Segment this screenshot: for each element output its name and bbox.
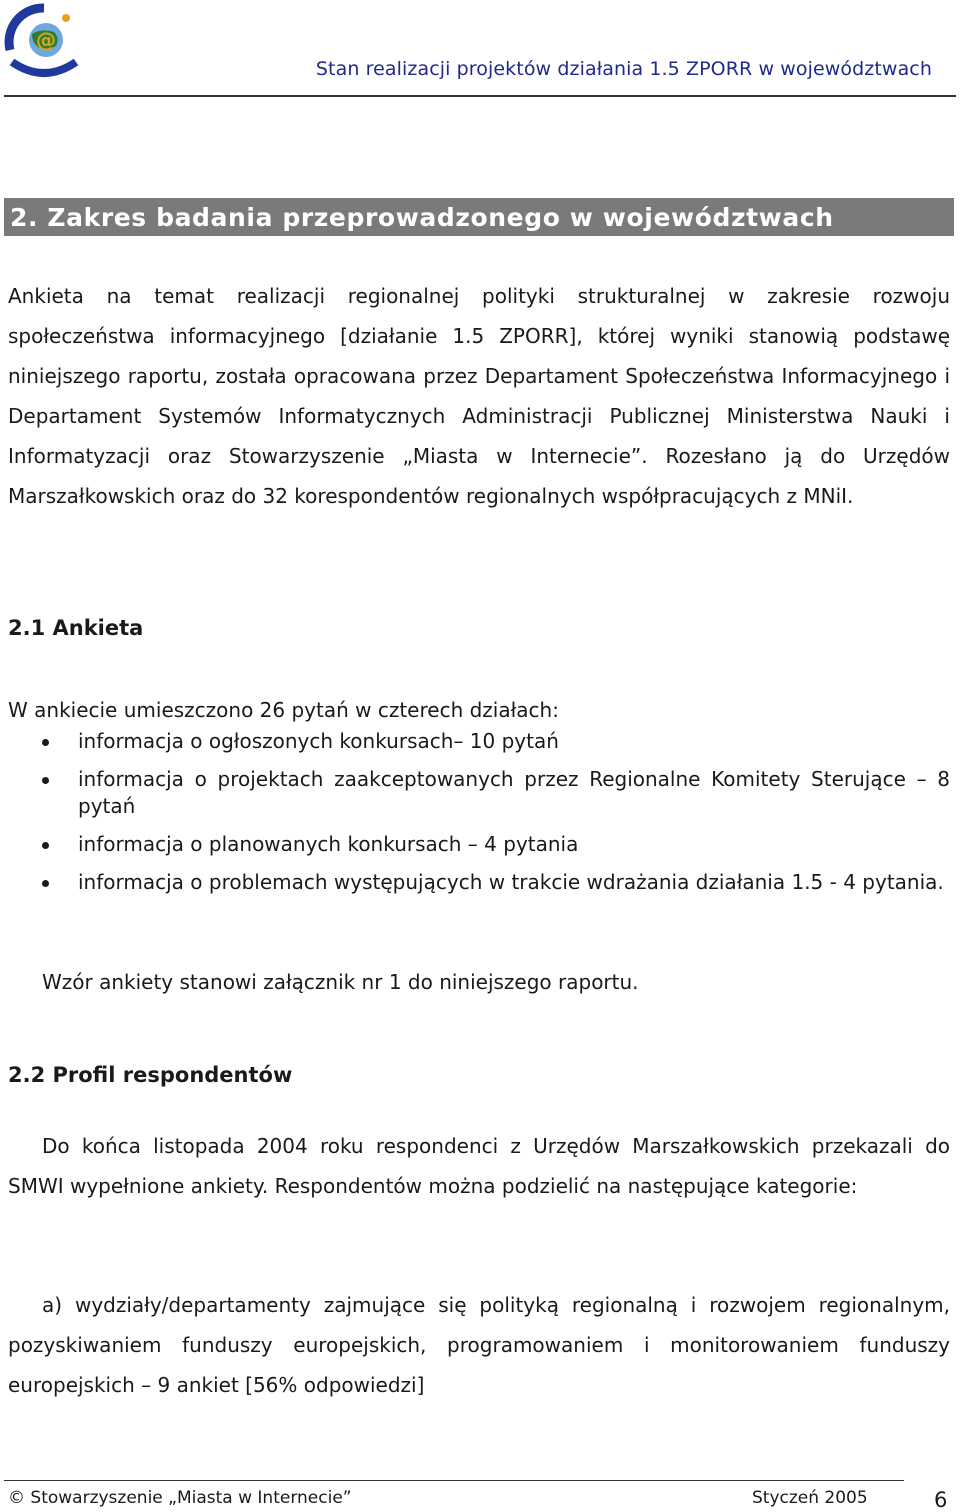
list-item: informacja o planowanych konkursach – 4 pytania bbox=[8, 831, 950, 858]
intro-paragraph: Ankieta na temat realizacji regionalnej polityki strukturalnej w zakresie rozwoju społeczeństwa informacyjnego [działanie 1.5 ZPORR], której wyniki stanowią podstawę niniejszego raportu, została opracowana przez Departament Społeczeństwa Informacyjnego i Departament Systemów Informatycznych Administracji Publicznej Ministerstwa Nauki i Informatyzacji oraz Stowarzyszenie „Miasta w Internecie”. Rozesłano ją do Urzędów Marszałkowskich oraz do 32 korespondentów regionalnych współpracujących z MNiI. bbox=[8, 284, 950, 508]
list-item: informacja o projektach zaakceptowanych przez Regionalne Komitety Sterujące – 8 pytań bbox=[8, 766, 950, 820]
list-item: informacja o ogłoszonych konkursach– 10 pytań bbox=[8, 728, 950, 755]
survey-lead-text: W ankiecie umieszczono 26 pytań w czterech działach: bbox=[8, 698, 559, 722]
bullet-icon bbox=[42, 880, 49, 887]
bullet-icon bbox=[42, 777, 49, 784]
header-divider bbox=[4, 95, 956, 97]
list-item: informacja o problemach występujących w trakcie wdrażania działania 1.5 - 4 pytania. bbox=[8, 869, 950, 896]
stowarzyszenie-logo bbox=[2, 0, 88, 86]
page-number: 6 bbox=[934, 1488, 948, 1512]
section-heading: 2. Zakres badania przeprowadzonego w województwach bbox=[10, 203, 834, 232]
respondents-paragraph: Do końca listopada 2004 roku respondenci z Urzędów Marszałkowskich przekazali do SMWI wypełnione ankiety. Respondentów można podzielić na następujące kategorie: bbox=[8, 1134, 950, 1198]
bullet-icon bbox=[42, 842, 49, 849]
footer-date: Styczeń 2005 bbox=[752, 1488, 868, 1508]
category-a-paragraph: a) wydziały/departamenty zajmujące się polityką regionalną i rozwojem regionalnym, pozyskiwaniem funduszy europejskich, programowaniem i monitorowaniem funduszy europejskich – 9 ankiet [56% odpowiedzi] bbox=[8, 1293, 950, 1397]
survey-sections-list bbox=[8, 728, 950, 907]
footer-divider bbox=[4, 1480, 904, 1481]
section-heading-bar bbox=[4, 198, 954, 236]
footer-copyright: © Stowarzyszenie „Miasta w Internecie” bbox=[8, 1488, 352, 1508]
subsection-heading-profil: 2.2 Profil respondentów bbox=[8, 1063, 293, 1087]
appendix-note: Wzór ankiety stanowi załącznik nr 1 do niniejszego raportu. bbox=[42, 970, 639, 994]
subsection-heading-ankieta: 2.1 Ankieta bbox=[8, 616, 144, 640]
running-header-title: Stan realizacji projektów działania 1.5 ZPORR w województwach bbox=[315, 58, 932, 80]
bullet-icon bbox=[42, 739, 49, 746]
svg-text:@: @ bbox=[36, 28, 56, 52]
